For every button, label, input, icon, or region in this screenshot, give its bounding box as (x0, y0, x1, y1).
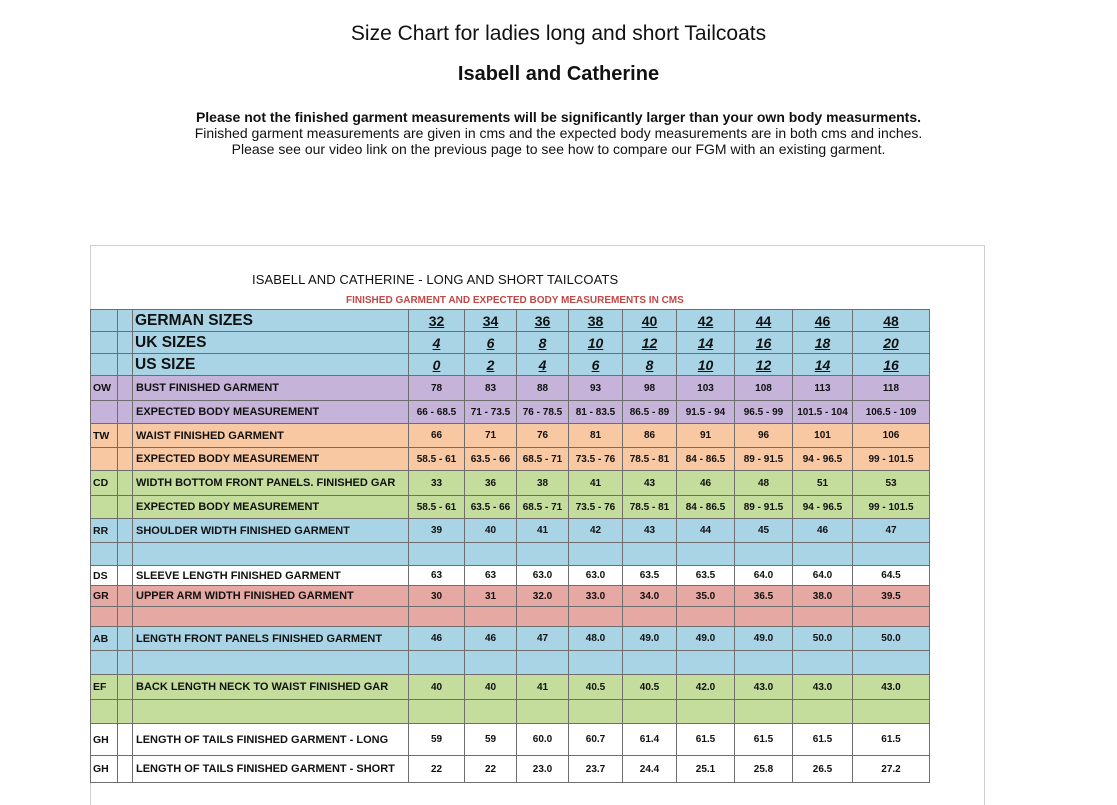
row-code (91, 496, 118, 519)
row-label: EXPECTED BODY MEASUREMENT (133, 448, 409, 471)
row-code (91, 651, 118, 675)
spacer-cell (118, 675, 133, 700)
size-value-cell: 23.0 (517, 756, 569, 783)
row-label: WIDTH BOTTOM FRONT PANELS. FINISHED GAR (133, 471, 409, 496)
size-value-cell (793, 651, 853, 675)
size-value-cell: 48 (735, 471, 793, 496)
table-row (91, 586, 930, 607)
size-value-cell: 22 (465, 756, 517, 783)
spacer-cell (118, 332, 133, 354)
row-code (91, 332, 118, 354)
size-value-cell (465, 651, 517, 675)
size-value-cell: 16 (735, 332, 793, 354)
size-value-cell: 61.5 (735, 724, 793, 756)
size-value-cell: 96.5 - 99 (735, 401, 793, 424)
row-label: EXPECTED BODY MEASUREMENT (133, 496, 409, 519)
table-row (91, 401, 930, 424)
size-value-cell: 0 (409, 354, 465, 376)
spacer-cell (118, 586, 133, 607)
size-value-cell: 91 (677, 424, 735, 448)
size-value-cell: 27.2 (853, 756, 930, 783)
size-value-cell: 48.0 (569, 627, 623, 651)
row-label (133, 543, 409, 566)
size-chart-table (90, 309, 930, 783)
size-value-cell: 66 (409, 424, 465, 448)
note-line: Please not the finished garment measurements will be significantly larger than your own body measurments. (195, 109, 922, 125)
size-value-cell (677, 651, 735, 675)
size-value-cell: 76 - 78.5 (517, 401, 569, 424)
size-value-cell: 86.5 - 89 (623, 401, 677, 424)
size-value-cell: 96 (735, 424, 793, 448)
size-value-cell (409, 651, 465, 675)
row-label (133, 700, 409, 724)
table-row (91, 496, 930, 519)
size-value-cell: 44 (677, 519, 735, 543)
size-value-cell: 58.5 - 61 (409, 448, 465, 471)
size-value-cell: 63.0 (569, 566, 623, 586)
spacer-cell (118, 607, 133, 627)
size-value-cell: 46 (793, 310, 853, 332)
size-value-cell: 35.0 (677, 586, 735, 607)
size-value-cell: 32.0 (517, 586, 569, 607)
size-value-cell: 64.5 (853, 566, 930, 586)
size-value-cell: 47 (853, 519, 930, 543)
size-value-cell: 22 (409, 756, 465, 783)
spacer-cell (118, 756, 133, 783)
size-value-cell: 78.5 - 81 (623, 496, 677, 519)
size-value-cell: 50.0 (793, 627, 853, 651)
size-value-cell: 25.1 (677, 756, 735, 783)
size-value-cell: 40.5 (569, 675, 623, 700)
size-value-cell: 36 (517, 310, 569, 332)
size-value-cell: 39.5 (853, 586, 930, 607)
size-value-cell: 106 (853, 424, 930, 448)
spacer-cell (118, 519, 133, 543)
table-row (91, 354, 930, 376)
size-value-cell: 81 (569, 424, 623, 448)
size-value-cell (793, 700, 853, 724)
size-value-cell (793, 607, 853, 627)
size-value-cell: 59 (465, 724, 517, 756)
size-value-cell: 40 (465, 519, 517, 543)
size-value-cell (409, 607, 465, 627)
size-value-cell: 43 (623, 519, 677, 543)
size-value-cell: 98 (623, 376, 677, 401)
size-value-cell: 73.5 - 76 (569, 496, 623, 519)
spacer-cell (118, 310, 133, 332)
spacer-cell (118, 566, 133, 586)
size-value-cell: 36.5 (735, 586, 793, 607)
spacer-cell (118, 496, 133, 519)
size-value-cell: 40 (465, 675, 517, 700)
size-value-cell: 40.5 (623, 675, 677, 700)
spacer-cell (118, 376, 133, 401)
size-value-cell (517, 543, 569, 566)
size-value-cell: 43 (623, 471, 677, 496)
size-value-cell: 106.5 - 109 (853, 401, 930, 424)
size-value-cell: 25.8 (735, 756, 793, 783)
size-value-cell (623, 700, 677, 724)
row-label: LENGTH OF TAILS FINISHED GARMENT - SHORT (133, 756, 409, 783)
table-row (91, 543, 930, 566)
size-value-cell: 61.5 (677, 724, 735, 756)
size-value-cell: 47 (517, 627, 569, 651)
spacer-cell (118, 651, 133, 675)
row-code: GR (91, 586, 118, 607)
size-value-cell: 40 (409, 675, 465, 700)
size-value-cell: 51 (793, 471, 853, 496)
size-value-cell: 64.0 (793, 566, 853, 586)
row-code (91, 448, 118, 471)
table-row (91, 724, 930, 756)
chart-heading: ISABELL AND CATHERINE - LONG AND SHORT TAILCOATS (252, 272, 619, 287)
size-value-cell: 42 (569, 519, 623, 543)
row-label: BACK LENGTH NECK TO WAIST FINISHED GAR (133, 675, 409, 700)
size-value-cell (409, 700, 465, 724)
size-value-cell (465, 543, 517, 566)
row-label (133, 607, 409, 627)
size-value-cell: 14 (793, 354, 853, 376)
note-line: Finished garment measurements are given in cms and the expected body measurements are in both cms and inches. (194, 125, 923, 141)
measurement-notes (0, 109, 1117, 157)
size-value-cell: 36 (465, 471, 517, 496)
size-value-cell: 39 (409, 519, 465, 543)
row-code (91, 354, 118, 376)
size-value-cell: 64.0 (735, 566, 793, 586)
row-code: RR (91, 519, 118, 543)
size-value-cell: 53 (853, 471, 930, 496)
table-row (91, 448, 930, 471)
size-value-cell: 49.0 (677, 627, 735, 651)
size-value-cell: 63.5 (677, 566, 735, 586)
size-value-cell: 66 - 68.5 (409, 401, 465, 424)
size-value-cell: 101.5 - 104 (793, 401, 853, 424)
size-value-cell (623, 607, 677, 627)
size-value-cell: 46 (465, 627, 517, 651)
table-row (91, 519, 930, 543)
size-value-cell: 78 (409, 376, 465, 401)
size-value-cell: 58.5 - 61 (409, 496, 465, 519)
size-value-cell: 84 - 86.5 (677, 448, 735, 471)
size-value-cell: 8 (623, 354, 677, 376)
size-value-cell: 20 (853, 332, 930, 354)
table-row (91, 756, 930, 783)
row-label: SHOULDER WIDTH FINISHED GARMENT (133, 519, 409, 543)
size-value-cell: 94 - 96.5 (793, 496, 853, 519)
size-value-cell: 63.5 (623, 566, 677, 586)
size-value-cell: 26.5 (793, 756, 853, 783)
size-value-cell: 44 (735, 310, 793, 332)
size-value-cell (735, 651, 793, 675)
size-value-cell (569, 651, 623, 675)
size-value-cell: 43.0 (735, 675, 793, 700)
spacer-cell (118, 700, 133, 724)
table-row (91, 607, 930, 627)
table-row (91, 376, 930, 401)
size-value-cell (517, 651, 569, 675)
size-value-cell (517, 607, 569, 627)
size-value-cell: 86 (623, 424, 677, 448)
size-value-cell: 118 (853, 376, 930, 401)
size-value-cell: 61.5 (793, 724, 853, 756)
row-code: DS (91, 566, 118, 586)
size-value-cell: 10 (677, 354, 735, 376)
size-value-cell: 42.0 (677, 675, 735, 700)
row-label: BUST FINISHED GARMENT (133, 376, 409, 401)
row-label: GERMAN SIZES (133, 310, 409, 332)
size-value-cell: 6 (465, 332, 517, 354)
row-label: WAIST FINISHED GARMENT (133, 424, 409, 448)
row-code (91, 543, 118, 566)
size-value-cell: 45 (735, 519, 793, 543)
spacer-cell (118, 448, 133, 471)
size-value-cell (793, 543, 853, 566)
size-value-cell: 48 (853, 310, 930, 332)
size-value-cell: 99 - 101.5 (853, 496, 930, 519)
size-value-cell: 88 (517, 376, 569, 401)
size-value-cell: 4 (409, 332, 465, 354)
size-value-cell: 8 (517, 332, 569, 354)
size-value-cell: 4 (517, 354, 569, 376)
size-value-cell: 40 (623, 310, 677, 332)
size-value-cell (677, 543, 735, 566)
size-value-cell: 33 (409, 471, 465, 496)
size-value-cell (623, 651, 677, 675)
note-line: Please see our video link on the previous page to see how to compare our FGM with an existing garment. (231, 141, 886, 157)
row-code: GH (91, 724, 118, 756)
table-row (91, 700, 930, 724)
size-value-cell: 91.5 - 94 (677, 401, 735, 424)
size-value-cell: 43.0 (853, 675, 930, 700)
spacer-cell (118, 401, 133, 424)
size-value-cell: 49.0 (735, 627, 793, 651)
size-value-cell: 18 (793, 332, 853, 354)
row-label: UPPER ARM WIDTH FINISHED GARMENT (133, 586, 409, 607)
size-value-cell (517, 700, 569, 724)
size-value-cell (465, 607, 517, 627)
size-value-cell: 32 (409, 310, 465, 332)
size-value-cell (465, 700, 517, 724)
size-value-cell: 38.0 (793, 586, 853, 607)
size-value-cell: 30 (409, 586, 465, 607)
size-value-cell: 41 (517, 675, 569, 700)
size-value-cell: 46 (793, 519, 853, 543)
size-value-cell: 94 - 96.5 (793, 448, 853, 471)
size-value-cell (735, 700, 793, 724)
size-value-cell: 113 (793, 376, 853, 401)
size-value-cell: 101 (793, 424, 853, 448)
table-row (91, 566, 930, 586)
size-value-cell (677, 700, 735, 724)
page-title: Size Chart for ladies long and short Tailcoats (350, 22, 767, 45)
table-row (91, 471, 930, 496)
size-value-cell: 84 - 86.5 (677, 496, 735, 519)
size-value-cell: 89 - 91.5 (735, 496, 793, 519)
table-row (91, 332, 930, 354)
spacer-cell (118, 354, 133, 376)
row-code (91, 401, 118, 424)
table-row (91, 310, 930, 332)
size-value-cell: 6 (569, 354, 623, 376)
size-value-cell: 63.5 - 66 (465, 496, 517, 519)
row-code (91, 607, 118, 627)
row-label: US SIZE (133, 354, 409, 376)
size-value-cell (569, 607, 623, 627)
size-value-cell (569, 700, 623, 724)
size-value-cell (677, 607, 735, 627)
spacer-cell (118, 471, 133, 496)
size-value-cell (853, 651, 930, 675)
size-value-cell: 23.7 (569, 756, 623, 783)
size-value-cell: 108 (735, 376, 793, 401)
row-label: LENGTH FRONT PANELS FINISHED GARMENT (133, 627, 409, 651)
size-value-cell: 63 (409, 566, 465, 586)
row-code: AB (91, 627, 118, 651)
size-value-cell: 71 - 73.5 (465, 401, 517, 424)
size-value-cell (853, 700, 930, 724)
size-value-cell: 63 (465, 566, 517, 586)
size-value-cell: 46 (677, 471, 735, 496)
size-value-cell: 68.5 - 71 (517, 448, 569, 471)
size-value-cell: 41 (569, 471, 623, 496)
spacer-cell (118, 424, 133, 448)
row-code: TW (91, 424, 118, 448)
size-value-cell (735, 607, 793, 627)
size-value-cell: 83 (465, 376, 517, 401)
size-value-cell (853, 607, 930, 627)
row-code: OW (91, 376, 118, 401)
row-label: UK SIZES (133, 332, 409, 354)
size-value-cell: 38 (569, 310, 623, 332)
size-value-cell: 14 (677, 332, 735, 354)
size-value-cell: 34.0 (623, 586, 677, 607)
size-value-cell: 12 (735, 354, 793, 376)
size-value-cell: 12 (623, 332, 677, 354)
size-value-cell: 41 (517, 519, 569, 543)
size-value-cell: 71 (465, 424, 517, 448)
table-row (91, 675, 930, 700)
size-value-cell: 99 - 101.5 (853, 448, 930, 471)
size-value-cell: 63.0 (517, 566, 569, 586)
table-row (91, 627, 930, 651)
size-value-cell: 33.0 (569, 586, 623, 607)
size-value-cell: 38 (517, 471, 569, 496)
size-value-cell: 10 (569, 332, 623, 354)
size-value-cell: 60.0 (517, 724, 569, 756)
size-value-cell: 59 (409, 724, 465, 756)
size-value-cell: 61.5 (853, 724, 930, 756)
size-value-cell (853, 543, 930, 566)
row-code: GH (91, 756, 118, 783)
size-value-cell: 42 (677, 310, 735, 332)
size-value-cell (409, 543, 465, 566)
size-value-cell: 93 (569, 376, 623, 401)
row-code: EF (91, 675, 118, 700)
row-label: EXPECTED BODY MEASUREMENT (133, 401, 409, 424)
size-value-cell: 24.4 (623, 756, 677, 783)
row-code (91, 310, 118, 332)
size-value-cell: 103 (677, 376, 735, 401)
spacer-cell (118, 724, 133, 756)
size-value-cell: 34 (465, 310, 517, 332)
size-value-cell: 61.4 (623, 724, 677, 756)
size-value-cell: 63.5 - 66 (465, 448, 517, 471)
row-label: LENGTH OF TAILS FINISHED GARMENT - LONG (133, 724, 409, 756)
chart-subheading: FINISHED GARMENT AND EXPECTED BODY MEASUREMENTS IN CMS (346, 295, 684, 306)
size-value-cell (623, 543, 677, 566)
spacer-cell (118, 543, 133, 566)
size-value-cell: 43.0 (793, 675, 853, 700)
size-value-cell: 68.5 - 71 (517, 496, 569, 519)
row-label (133, 651, 409, 675)
size-value-cell (569, 543, 623, 566)
size-value-cell: 2 (465, 354, 517, 376)
size-value-cell: 49.0 (623, 627, 677, 651)
row-code: CD (91, 471, 118, 496)
row-label: SLEEVE LENGTH FINISHED GARMENT (133, 566, 409, 586)
size-value-cell: 78.5 - 81 (623, 448, 677, 471)
page-subtitle: Isabell and Catherine (457, 63, 660, 85)
size-value-cell: 60.7 (569, 724, 623, 756)
size-value-cell: 46 (409, 627, 465, 651)
size-value-cell: 89 - 91.5 (735, 448, 793, 471)
size-value-cell: 73.5 - 76 (569, 448, 623, 471)
size-value-cell: 50.0 (853, 627, 930, 651)
size-value-cell: 31 (465, 586, 517, 607)
row-code (91, 700, 118, 724)
table-row (91, 424, 930, 448)
spacer-cell (118, 627, 133, 651)
size-value-cell (735, 543, 793, 566)
size-value-cell: 81 - 83.5 (569, 401, 623, 424)
table-row (91, 651, 930, 675)
size-value-cell: 16 (853, 354, 930, 376)
size-value-cell: 76 (517, 424, 569, 448)
